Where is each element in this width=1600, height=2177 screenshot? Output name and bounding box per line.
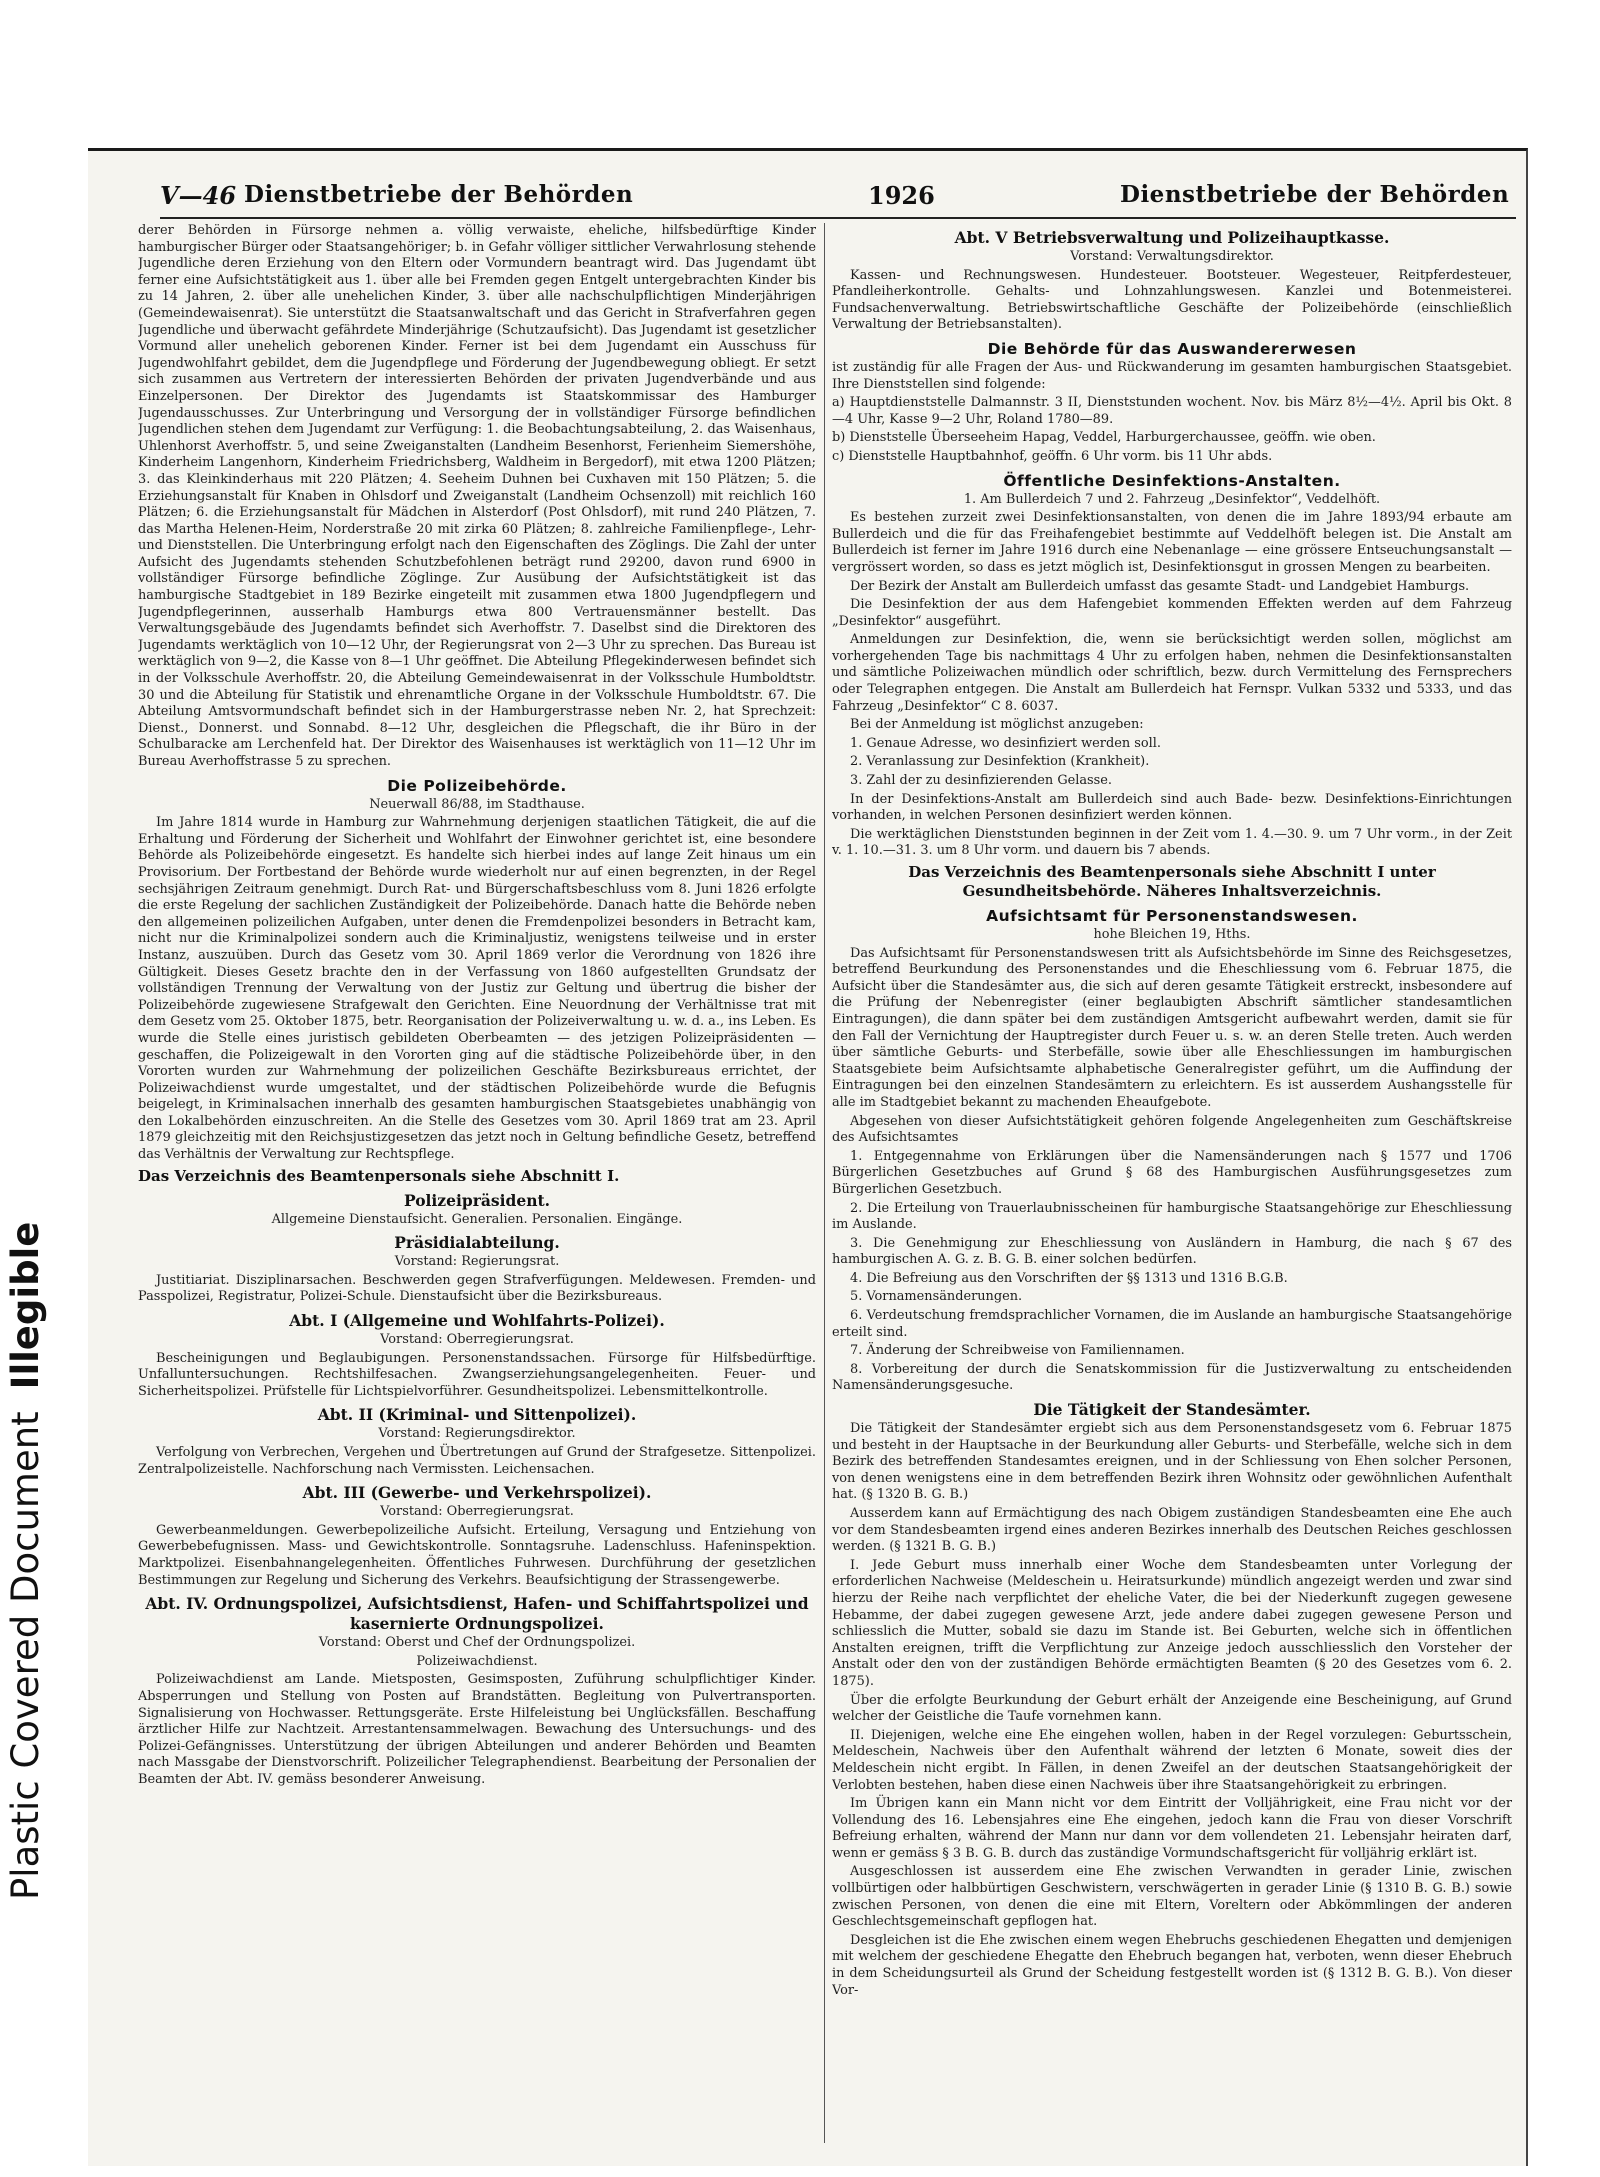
standesaemter-paragraph: Im Übrigen kann ein Mann nicht vor dem Eintritt der Volljährigkeit, eine Frau nicht vor der Vollendung des 16. Lebensjahres eine Ehe eingehen, jedoch kann die Frau von dieser Vorschrift Befreiung erhalten, während der Mann nur dann vor dem vollendeten 21. Lebensjahr heiraten darf, wenn er gemäss § 3 B. G. B. durch das zuständige Vormundschaftsgericht für volljährig erklärt ist.	[832, 1796, 1512, 1861]
aufsichtsamt-list-item: 4. Die Befreiung aus den Vorschriften der §§ 1313 und 1316 B.G.B.	[850, 1270, 1288, 1286]
abt4-vorstand: Vorstand: Oberst und Chef der Ordnungspolizei.	[318, 1635, 636, 1651]
praesidialabteilung-vorstand: Vorstand: Regierungsrat.	[394, 1254, 560, 1270]
desinfektion-paragraph: Anmeldungen zur Desinfektion, die, wenn sie berücksichtigt werden sollen, möglichst am vorhergehenden Tage bis nachmittags 4 Uhr zu erfolgen haben, nehmen die Desinfektionsanstalten und sämtliche Polizeiwachen mündlich oder schriftlich, bezw. durch Vermittelung des Fernsprechers oder Telegraphen entgegen. Die Anstalt am Bullerdeich hat Fernspr. Vulkan 5332 und 5333, und das Fahrzeug „Desinfektor“ C 8. 6037.	[832, 632, 1512, 714]
aufsichtsamt-list-item: 3. Die Genehmigung zur Eheschliessung von Ausländern in Hamburg, die nach § 67 des hamburgischen A. G. z. B. G. B. einer solchen bedürfen.	[832, 1235, 1512, 1268]
desinfektion-paragraph: Bei der Anmeldung ist möglichst anzugeben:	[850, 717, 1144, 733]
column-divider	[824, 223, 825, 2143]
polizeibehoerde-paragraph: Im Jahre 1814 wurde in Hamburg zur Wahrnehmung derjenigen staatlichen Tätigkeit, die auf die Erhaltung und Förderung der Sicherheit und Wohlfahrt der Einwohner gerichtet ist, eine besondere Behörde als Polizeibehörde eingesetzt. Es handelte sich hierbei indes auf lange Zeit hinaus um ein Provisorium. Der Fortbestand der Behörde wurde wiederholt nur auf einen begrenzten, in der Regel sechsjährigen Zeitraum genehmigt. Durch Rat- und Bürgerschaftsbeschluss vom 8. Juni 1826 erfolgte die erste Regelung der sachlichen Zuständigkeit der Polizeibehörde. Danach hatte die Behörde neben den allgemeinen polizeilichen Aufgaben, unter denen die Fremdenpolizei besonders in Betracht kam, nicht nur die Kriminalpolizei sondern auch die Kriminaljustiz, wenigstens teilweise und in erster Instanz, auszuüben. Durch das Gesetz vom 30. April 1869 verlor die Verordnung von 1826 ihre Gültigkeit. Dieses Gesetz brachte den in der Verfassung von 1860 aufgestellten Grundsatz der vollständigen Trennung der Verwaltung von der Justiz zur Geltung und übertrug die bisher der Polizeibehörde zugewiesene Strafgewalt den Gerichten. Eine Neuordnung der Verhältnisse trat mit dem Gesetz vom 25. Oktober 1875, betr. Reorganisation der Polizeiverwaltung u. w. d. a., ins Leben. Es wurde die Stelle eines juristisch gebildeten Oberbeamten — des jetzigen Polizeipräsidenten — geschaffen, die Polizeigewalt in den Vororten ging auf die städtische Polizeibehörde über, in den Vororten wurden zur Wahrnehmung der polizeilichen Geschäfte Bezirksbureaus errichtet, der Polizeiwachdienst wurde umgestaltet, und der städtischen Polizeibehörde wurde die Befugnis beigelegt, in Kriminalsachen innerhalb des gesamten hamburgischen Staatsgebietes unabhängig von den Lokalbehörden einzuschreiten. An die Stelle des Gesetzes vom 30. April 1869 trat am 23. April 1879 gleichzeitig mit den Reichsjustizgesetzen das jetzt noch in Geltung befindliche Gesetz, betreffend das Verhältnis der Verwaltung zur Rechtspflege.	[138, 815, 816, 1163]
auswandererwesen-item-c: c) Dienststelle Hauptbahnhof, geöffn. 6 Uhr vorm. bis 11 Uhr abds.	[832, 448, 1273, 464]
abt2-vorstand: Vorstand: Regierungsdirektor.	[378, 1426, 576, 1442]
desinfektion-paragraph: Die werktäglichen Dienststunden beginnen in der Zeit vom 1. 4.—30. 9. um 7 Uhr vorm., in der Zeit v. 1. 10.—31. 3. um 8 Uhr vorm. und dauern bis 7 abends.	[832, 826, 1512, 859]
aufsichtsamt-heading: Aufsichtsamt für Personenstandswesen.	[986, 907, 1358, 925]
running-title-left: Dienstbetriebe der Behörden	[244, 181, 634, 208]
desinfektion-paragraph: Der Bezirk der Anstalt am Bullerdeich umfasst das gesamte Stadt- und Landgebiet Hamburgs.	[850, 578, 1470, 594]
page-year: 1926	[868, 181, 935, 210]
scan-notice-label: Plastic Covered DocumentIllegible	[4, 1221, 47, 1900]
aufsichtsamt-list-item: 8. Vorbereitung der durch die Senatskommission für die Justizverwaltung zu entscheidenden Namensänderungsgesuche.	[832, 1361, 1512, 1394]
abt2-text: Verfolgung von Verbrechen, Vergehen und Übertretungen auf Grund der Strafgesetze. Sittenpolizei. Zentralpolizeistelle. Nachforschung nach Vermissten. Leichensachen.	[138, 1445, 816, 1477]
abt4-heading: Abt. IV. Ordnungspolizei, Aufsichtsdienst, Hafen- und Schiffahrtspolizei und kasernierte Ordnungspolizei.	[145, 1594, 809, 1634]
document-page	[88, 148, 1528, 2166]
abt3-vorstand: Vorstand: Oberregierungsrat.	[380, 1504, 574, 1520]
aufsichtsamt-list-item: 2. Die Erteilung von Trauerlaubnisscheinen für hamburgische Staatsangehörige zur Eheschliessung im Auslande.	[832, 1200, 1512, 1233]
right-column	[832, 223, 1512, 2163]
abt3-text: Gewerbeanmeldungen. Gewerbepolizeiliche Aufsicht. Erteilung, Versagung und Entziehung von Gewerbebefugnissen. Mass- und Gewichtskontrolle. Sonntagsruhe. Ladenschluss. Hafeninspektion. Marktpolizei. Eisenbahnangelegenheiten. Öffentliches Fuhrwesen. Durchführung der gesetzlichen Bestimmungen zur Regelung und Sicherung des Verkehrs. Beaufsichtigung der Strassengewerbe.	[138, 1522, 816, 1588]
abt5-vorstand: Vorstand: Verwaltungsdirektor.	[1070, 249, 1274, 264]
aufsichtsamt-paragraph: Das Aufsichtsamt für Personenstandswesen tritt als Aufsichtsbehörde im Sinne des Reichsgesetzes, betreffend Beurkundung des Personenstandes und die Eheschliessung vom 6. Februar 1875, die Aufsicht über die Standesämter aus, die sich auf deren gesamte Tätigkeit erstreckt, insbesondere auf die Prüfung der Nebenregister (einer beglaubigten Abschrift sämtlicher standesamtlichen Eintragungen), die dann später bei dem zuständigen Amtsgericht aufbewahrt werden, damit sie für den Fall der Vernichtung der Hauptregister durch Feuer u. s. w. an deren Stelle treten. Auch werden über sämtliche Geburts- und Sterbefälle, sowie über alle Eheschliessungen im hamburgischen Staatsgebiete beim Aufsichtsamte alphabetische Generalregister geführt, um die Auffindung der Eintragungen bei den einzelnen Standesämtern zu erleichtern. Es ist ausserdem Aushangsstelle für alle im Stadtgebiet bekannt zu machenden Eheaufgebote.	[832, 945, 1512, 1110]
praesidialabteilung-heading: Präsidialabteilung.	[394, 1233, 560, 1253]
abt5-heading: Abt. V Betriebsverwaltung und Polizeihauptkasse.	[954, 228, 1390, 247]
standesaemter-paragraph: II. Diejenigen, welche eine Ehe eingehen wollen, haben in der Regel vorzulegen: Geburtsschein, Meldeschein, Nachweis über den Aufenthalt während der letzten 6 Monate, soweit dies der Meldeschein nicht ergibt. In Fällen, in denen Zweifel an der deutschen Staatsangehörigkeit der Verlobten bestehen, haben diese einen Nachweis über ihre Staatsangehörigkeit zu erbringen.	[832, 1727, 1512, 1793]
jugendamt-paragraph: derer Behörden in Fürsorge nehmen a. völlig verwaiste, eheliche, hilfsbedürftige Kinder hamburgischer Bürger oder Staatsangehöriger; b. in Gefahr völliger sittlicher Verwahrlosung stehende Jugendliche deren Erziehung von den Eltern oder Vormundern beantragt wird. Das Jugendamt übt ferner eine Aufsichtstätigkeit aus 1. über alle bei Fremden gegen Entgelt untergebrachten Kinder bis zu 14 Jahren, 2. über alle unehelichen Kinder, 3. über alle nachschulpflichtigen Minderjährigen (Gemeindewaisenrat). Sie unterstützt die Staatsanwaltschaft und das Gericht in Strafverfahren gegen Jugendliche und überwacht gefährdete Minderjährige (Schutzaufsicht). Das Jugendamt ist gesetzlicher Vormund aller unehelich geborenen Kinder. Ferner ist bei dem Jugendamt ein Ausschuss für Jugendwohlfahrt gebildet, dem die Jugendpflege und Förderung der Jugendbewegung obliegt. Er setzt sich zusammen aus Vertretern der interessierten Behörden der privaten Jugendverbände und aus Einzelpersonen. Der Direktor des Jugendamts ist Staatskommissar des Hamburger Jugendausschusses. Zur Unterbringung und Versorgung der in vollständiger Fürsorge befindlichen Jugendlichen stehen dem Jugendamt zur Verfügung: 1. die Beobachtungsabteilung, 2. das Waisenhaus, Uhlenhorst Averhoffstr. 5, und seine Zweiganstalten (Landheim Besenhorst, Ferienheim Siemershöhe, Kinderheim Langenhorn, Kinderheim Friedrichsberg, Waldheim in Bergedorf), mit etwa 1200 Plätzen; 3. das Kleinkinderhaus mit 220 Plätzen; 4. Seeheim Duhnen bei Cuxhaven mit 150 Plätzen; 5. die Erziehungsanstalt für Knaben in Ohlsdorf und Zweiganstalt (Landheim Ochsenzoll) mit reichlich 160 Plätzen; 6. die Erziehungsanstalt für Mädchen in Alsterdorf (Post Ohlsdorf), mit rund 240 Plätzen, 7. das Martha Helenen-Heim, Norderstraße 20 mit zirka 60 Plätzen; 8. zahlreiche Familienpflege-, Lehr- und Dienststellen. Die Unterbringung erfolgt nach den Eigenschaften des Zöglings. Die Zahl der unter Aufsicht des Jugendamts stehenden Schutzbefohlenen beträgt rund 29200, davon rund 6900 in vollständiger Fürsorge befindliche Zöglinge. Zur Ausübung der Aufsichtstätigkeit ist das hamburgische Stadtgebiet in 189 Bezirke eingeteilt mit zusammen etwa 1800 Jugendpflegern und Jugendpflegerinnen, ausserhalb Hamburgs etwa 800 Vertrauensmänner bestellt. Das Verwaltungsgebäude des Jugendamts befindet sich Averhoffstr. 7. Daselbst sind die Direktoren des Jugendamts werktäglich von 10—12 Uhr, der Regierungsrat von 2—3 Uhr zu sprechen. Das Bureau ist werktäglich von 9—2, die Kasse von 8—1 Uhr geöffnet. Die Abteilung Pflegekinderwesen befindet sich in der Volksschule Averhoffstr. 20, die Abteilung Gemeindewaisenrat in der Volksschule Humboldtstr. 30 und die Abteilung für Statistik und ehrenamtliche Organe in der Volksschule Humboldtstr. 67. Die Abteilung Amtsvormundschaft befindet sich in der Hamburgerstrasse neben Nr. 2, hat Sprechzeit: Dienst., Donnerst. und Sonnabd. 8—12 Uhr, desgleichen die Pflegschaft, die ihr Büro in der Schulbaracke am Lerchenfeld hat. Der Direktor des Waisenhauses ist werktäglich von 11—12 Uhr im Bureau Averhoffstrasse 5 zu sprechen.	[138, 223, 816, 769]
aufsichtsamt-list-item: 7. Änderung der Schreibweise von Familiennamen.	[850, 1343, 1185, 1359]
page-number: V—46	[160, 181, 237, 210]
beamtenpersonal-note: Das Verzeichnis des Beamtenpersonals siehe Abschnitt I.	[138, 1166, 620, 1185]
standesaemter-paragraph: Die Tätigkeit der Standesämter ergiebt sich aus dem Personenstandsgesetz vom 6. Februar 1875 und besteht in der Hauptsache in der Beurkundung aller Geburts- und Sterbefälle, welche sich in dem Bezirk des betreffenden Standesamtes ereignen, und in der Schliessung von Ehen solcher Personen, von denen wenigstens eine in dem betreffenden Bezirk ihren Wohnsitz oder gewöhnlichen Aufenthalt hat. (§ 1320 B. G. B.)	[832, 1421, 1512, 1503]
desinfektion-list-item: 2. Veranlassung zur Desinfektion (Krankheit).	[850, 754, 1150, 770]
aufsichtsamt-list-item: 5. Vornamensänderungen.	[850, 1289, 1023, 1305]
aufsichtsamt-list-item: 6. Verdeutschung fremdsprachlicher Vornamen, die im Auslande an hamburgische Staatsangehörige erteilt sind.	[832, 1308, 1512, 1340]
aufsichtsamt-paragraph: Abgesehen von dieser Aufsichtstätigkeit gehören folgende Angelegenheiten zum Geschäftskreise des Aufsichtsamtes	[832, 1113, 1512, 1146]
page-header	[160, 179, 1516, 219]
standesaemter-heading: Die Tätigkeit der Standesämter.	[1033, 1400, 1311, 1420]
standesaemter-paragraph: Ausgeschlossen ist ausserdem eine Ehe zwischen Verwandten in gerader Linie, zwischen vollbürtigen oder halbbürtigen Geschwistern, verschwägerten in gerader Linie (§ 1310 B. G. B.) sowie zwischen Personen, von denen die eine mit Eltern, Voreltern oder Abkömmlingen der anderen Geschlechtsgemeinschaft gepflogen hat.	[832, 1864, 1512, 1930]
abt4-subheading: Polizeiwachdienst.	[416, 1653, 538, 1669]
abt4-text: Polizeiwachdienst am Lande. Mietsposten, Gesimsposten, Zuführung schulpflichtiger Kinder. Absperrungen und Stellung von Posten auf Brandstätten. Begleitung von Pulvertransporten. Signalisierung von Hochwasser. Rettungsgeräte. Erste Hilfeleistung bei Unglücksfällen. Beschaffung ärztlicher Hilfe zur Nachtzeit. Arrestantensammelwagen. Bewachung des Untersuchungs- und des Polizei-Gefängnisses. Unterstützung der übrigen Abteilungen und anderer Behörden und Beamten nach Massgabe der Dienstvorschrift. Polizeilicher Telegraphendienst. Bearbeitung der Personalien der Beamten der Abt. IV. gemäss besonderer Anweisung.	[138, 1672, 816, 1787]
abt3-heading: Abt. III (Gewerbe- und Verkehrspolizei).	[302, 1483, 652, 1503]
polizeipraesident-text: Allgemeine Dienstaufsicht. Generalien. Personalien. Eingänge.	[271, 1211, 683, 1227]
auswandererwesen-text: ist zuständig für alle Fragen der Aus- und Rückwanderung im gesamten hamburgischen Staatsgebiet. Ihre Dienststellen sind folgende:	[832, 359, 1512, 392]
desinfektion-heading: Öffentliche Desinfektions-Anstalten.	[1003, 471, 1341, 490]
left-column	[138, 223, 816, 2163]
abt1-heading: Abt. I (Allgemeine und Wohlfahrts-Polizei).	[289, 1311, 665, 1331]
standesaemter-paragraph: I. Jede Geburt muss innerhalb einer Woche dem Standesbeamten unter Vorlegung der erforderlichen Nachweise (Meldeschein u. Heiratsurkunde) mündlich angezeigt werden und zwar sind hierzu der Reihe nach verpflichtet der eheliche Vater, die bei der Niederkunft zugegen gewesene Hebamme, der dabei zugegen gewesene Arzt, jede andere dabei zugegen gewesene Person und schliesslich die Mutter, sobald sie dazu im Stande ist. Bei Geburten, welche sich in öffentlichen Anstalten ereignen, trifft die Verpflichtung zur Anzeige jedoch ausschliesslich den Vorsteher der Anstalt oder den von der zuständigen Behörde ermächtigten Beamten (§ 20 des Gesetzes vom 6. 2. 1875).	[832, 1557, 1512, 1689]
running-title-right: Dienstbetriebe der Behörden	[1120, 181, 1510, 208]
abt1-text: Bescheinigungen und Beglaubigungen. Personenstandssachen. Fürsorge für Hilfsbedürftige. Unfalluntersuchungen. Rechtshilfesachen. Zwangserziehungsangelegenheiten. Feuer- und Sicherheitspolizei. Prüfstelle für Lichtspielvorführer. Gesundheitspolizei. Lebensmittelkontrolle.	[138, 1350, 816, 1399]
polizeipraesident-heading: Polizeipräsident.	[403, 1190, 551, 1210]
desinfektion-note: Das Verzeichnis des Beamtenpersonals siehe Abschnitt I unter Gesundheitsbehörde. Näheres Inhaltsverzeichnis.	[908, 863, 1436, 900]
standesaemter-paragraph: Über die erfolgte Beurkundung der Geburt erhält der Anzeigende eine Bescheinigung, auf Grund welcher der Geistliche die Taufe vornehmen kann.	[832, 1692, 1512, 1725]
standesaemter-paragraph: Ausserdem kann auf Ermächtigung des nach Obigem zuständigen Standesbeamten eine Ehe auch vor dem Standesbeamten irgend eines anderen Bezirkes innerhalb des Deutschen Reiches geschlossen werden. (§ 1321 B. G. B.)	[832, 1506, 1512, 1555]
abt2-heading: Abt. II (Kriminal- und Sittenpolizei).	[317, 1405, 637, 1425]
standesaemter-paragraph: Desgleichen ist die Ehe zwischen einem wegen Ehebruchs geschiedenen Ehegatten und demjenigen mit welchem der geschiedene Ehegatte den Ehebruch begangen hat, verboten, wenn dieser Ehebruch in dem Scheidungsurteil als Grund der Scheidung festgestellt worden ist (§ 1312 B. G. B.). Von dieser Vor-	[832, 1932, 1512, 1998]
desinfektion-paragraph: Es bestehen zurzeit zwei Desinfektionsanstalten, von denen die im Jahre 1893/94 erbaute am Bullerdeich und die für das Freihafengebiet bestimmte auf Veddelhöft belegen ist. Die Anstalt am Bullerdeich ist ferner im Jahre 1916 durch eine Nebenanlage — eine grössere Entseuchungsanstalt — vergrössert worden, so dass es jetzt möglich ist, Desinfektionsgut in grossen Mengen zu bearbeiten.	[832, 510, 1512, 575]
abt1-vorstand: Vorstand: Oberregierungsrat.	[380, 1332, 574, 1348]
desinfektion-list-item: 1. Genaue Adresse, wo desinfiziert werden soll.	[850, 735, 1161, 751]
desinfektion-paragraph: Die Desinfektion der aus dem Hafengebiet kommenden Effekten werden auf dem Fahrzeug „Desinfektor“ ausgeführt.	[832, 597, 1512, 629]
auswandererwesen-item-a: a) Hauptdienststelle Dalmannstr. 3 II, Dienststunden wochent. Nov. bis März 8½—4½. April bis Okt. 8—4 Uhr, Kasse 9—2 Uhr, Roland 1780—89.	[832, 395, 1512, 427]
desinfektion-paragraph: In der Desinfektions-Anstalt am Bullerdeich sind auch Bade- bezw. Desinfektions-Einrichtungen vorhanden, in welchen Personen desinfiziert werden können.	[832, 791, 1512, 824]
auswandererwesen-item-b: b) Dienststelle Überseeheim Hapag, Veddel, Harburgerchaussee, geöffn. wie oben.	[832, 430, 1376, 446]
desinfektion-subheading: 1. Am Bullerdeich 7 und 2. Fahrzeug „Desinfektor“, Veddelhöft.	[963, 491, 1381, 507]
aufsichtsamt-list-item: 1. Entgegennahme von Erklärungen über die Namensänderungen nach § 1577 und 1706 Bürgerlichen Gesetzbuches auf Grund § 68 des Hamburgischen Ausführungsgesetzes zum Bürgerlichen Gesetzbuch.	[832, 1148, 1512, 1197]
polizeibehoerde-heading: Die Polizeibehörde.	[387, 776, 567, 795]
desinfektion-list-item: 3. Zahl der zu desinfizierenden Gelasse.	[850, 773, 1113, 789]
abt5-text: Kassen- und Rechnungswesen. Hundesteuer. Bootsteuer. Wegesteuer, Reitpferdesteuer, Pfandleiherkontrolle. Gehalts- und Lohnzahlungswesen. Kanzlei und Botenmeisterei. Fundsachenverwaltung. Betriebswirtschaftliche Geschäfte der Polizeibehörde (einschließlich Verwaltung der Betriebsanstalten).	[832, 267, 1512, 333]
polizeibehoerde-address: Neuerwall 86/88, im Stadthause.	[369, 796, 585, 812]
auswandererwesen-heading: Die Behörde für das Auswandererwesen	[987, 339, 1357, 358]
praesidialabteilung-text: Justitiariat. Disziplinarsachen. Beschwerden gegen Strafverfügungen. Meldewesen. Fremden- und Passpolizei, Registratur, Polizei-Schule. Dienstaufsicht über die Bezirksbureaus.	[138, 1272, 816, 1305]
aufsichtsamt-address: hohe Bleichen 19, Hths.	[1093, 927, 1251, 942]
